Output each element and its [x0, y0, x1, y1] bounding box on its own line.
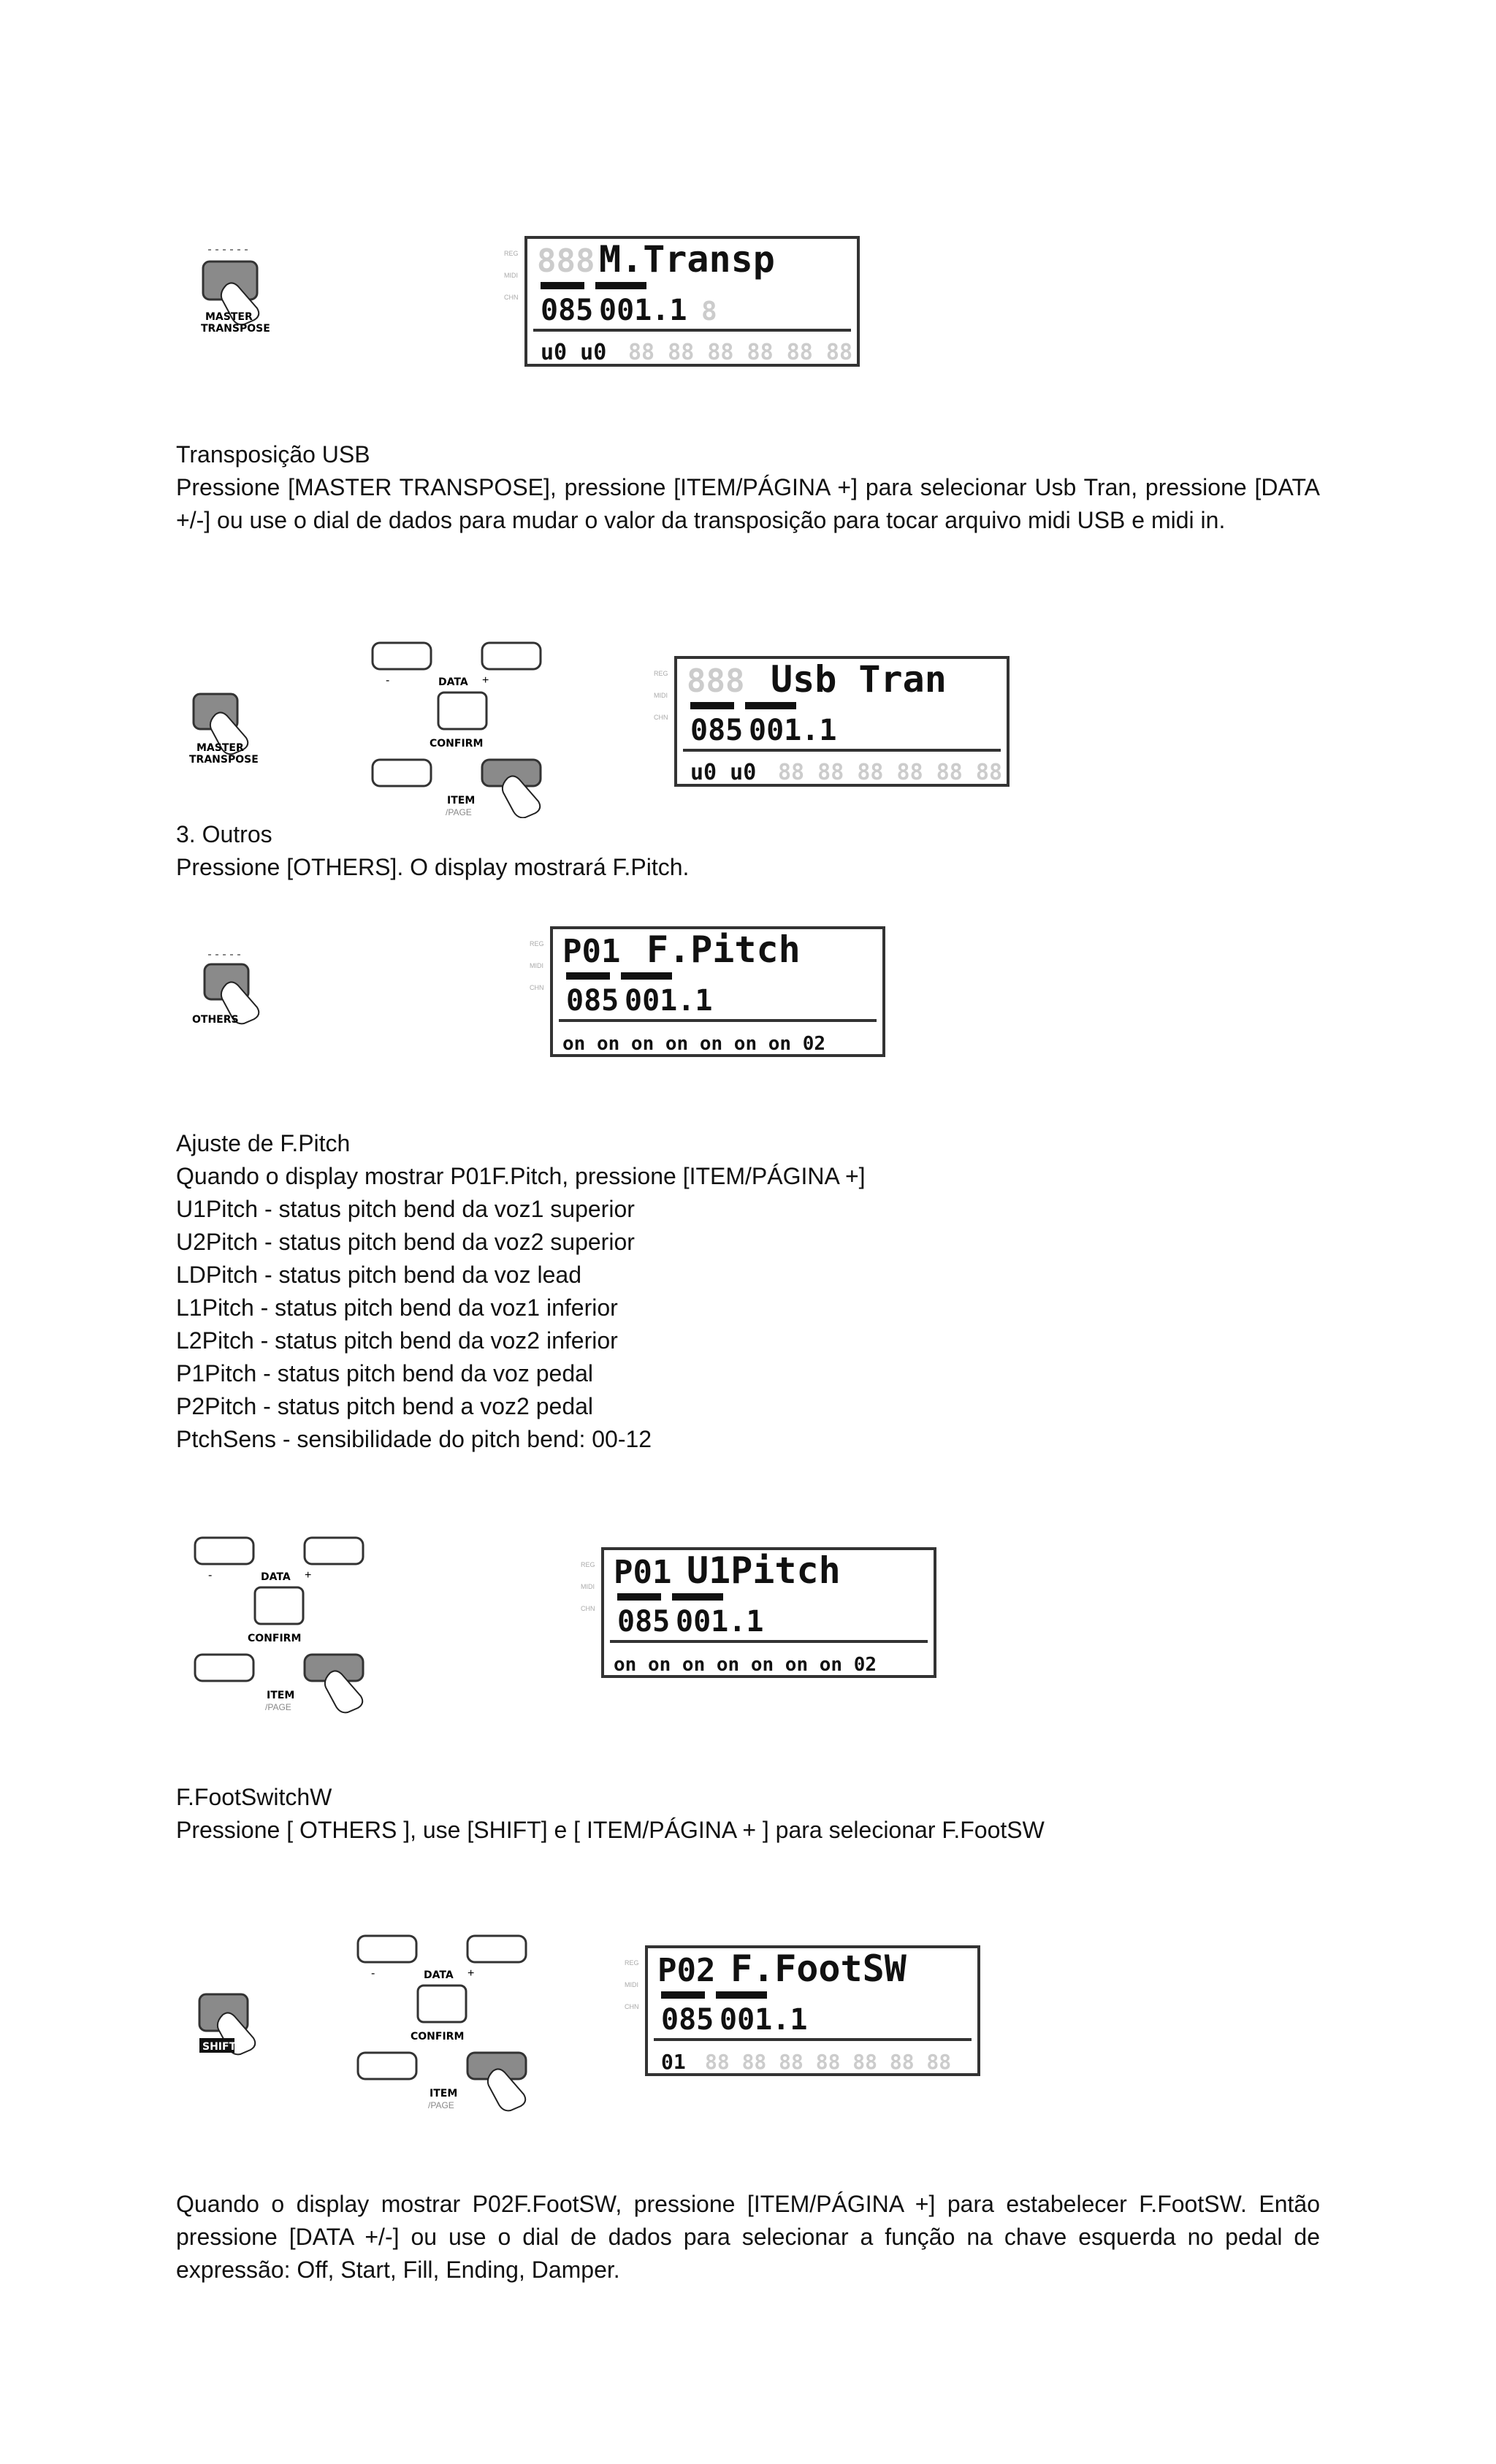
f-footsw-illustration [186, 1929, 1026, 2126]
figure-f-pitch [186, 924, 917, 1063]
svg-text:88 88 88 88 88 88: 88 88 88 88 88 88 [778, 760, 1003, 785]
svg-text:01: 01 [661, 2050, 686, 2074]
svg-text:CONFIRM: CONFIRM [430, 738, 484, 750]
svg-text:085: 085 [690, 714, 744, 747]
svg-text:085: 085 [566, 984, 619, 1018]
lcd-display [581, 1549, 935, 1677]
svg-text:085: 085 [661, 2003, 714, 2037]
svg-text:CHN: CHN [581, 1605, 595, 1612]
svg-text:ITEM: ITEM [430, 2088, 458, 2099]
svg-text:+: + [468, 1967, 475, 1980]
others-button-icon [192, 955, 259, 1026]
section-title: Ajuste de F.Pitch [176, 1130, 351, 1156]
figure-f-footsw [186, 1929, 1026, 2126]
svg-text:/PAGE: /PAGE [446, 807, 472, 817]
lcd-display [504, 237, 858, 365]
list-item: P2Pitch - status pitch bend a voz2 pedal [176, 1393, 594, 1419]
data-confirm-item-buttons [195, 1538, 363, 1712]
svg-text:P02: P02 [657, 1952, 716, 1989]
lcd-main-text: U1Pitch [687, 1549, 841, 1592]
svg-text:888: 888 [687, 663, 745, 700]
svg-text:001.1: 001.1 [749, 714, 837, 747]
lcd-display [530, 928, 884, 1056]
svg-text:001.1: 001.1 [720, 2003, 808, 2037]
figure-usb-tran [186, 636, 1026, 818]
svg-text:MIDI: MIDI [504, 272, 518, 279]
list-item: L1Pitch - status pitch bend da voz1 inferior [176, 1294, 618, 1321]
svg-text:-: - [371, 1967, 375, 1980]
svg-text:88 88 88 88 88 88: 88 88 88 88 88 88 [628, 340, 853, 365]
lcd-measure: 001.1 [599, 294, 687, 327]
svg-text:-: - [386, 674, 390, 687]
section-intro: Quando o display mostrar P01F.Pitch, pressione [ITEM/PÁGINA +] [176, 1163, 866, 1189]
svg-text:on on on on on on on 02: on on on on on on on 02 [562, 1033, 826, 1055]
svg-text:88 88 88 88 88 88 88: 88 88 88 88 88 88 88 [705, 2050, 952, 2074]
lcd-prefix: 888 [537, 243, 595, 280]
master-transpose-button-icon [189, 694, 259, 766]
svg-text:MIDI: MIDI [654, 692, 668, 699]
svg-text:DATA: DATA [438, 676, 468, 688]
master-transpose-illustration [186, 234, 880, 373]
section-f-footswitch [176, 1781, 1320, 1847]
list-item: U1Pitch - status pitch bend da voz1 superior [176, 1196, 635, 1222]
svg-text:001.1: 001.1 [625, 984, 713, 1018]
lcd-main-text: M.Transp [599, 238, 775, 281]
list-item: U2Pitch - status pitch bend da voz2 superior [176, 1229, 635, 1255]
section-outros [176, 818, 1320, 884]
svg-text:/PAGE: /PAGE [265, 1702, 291, 1712]
f-pitch-illustration [186, 924, 917, 1063]
section-body: Pressione [ OTHERS ], use [SHIFT] e [ ITEM/PÁGINA + ] para selecionar F.FootSW [176, 1817, 1045, 1843]
list-item: LDPitch - status pitch bend da voz lead [176, 1262, 581, 1288]
svg-text:u0 u0: u0 u0 [690, 760, 757, 785]
lcd-main-text: F.Pitch [646, 928, 801, 971]
list-item: L2Pitch - status pitch bend da voz2 inferior [176, 1327, 618, 1354]
section-footsw-note [176, 2188, 1320, 2286]
section-f-pitch [176, 1127, 1320, 1456]
svg-text:CHN: CHN [504, 294, 519, 301]
list-item: P1Pitch - status pitch bend da voz pedal [176, 1360, 594, 1387]
section-body: Quando o display mostrar P02F.FootSW, pressione [ITEM/PÁGINA +] para estabelecer F.FootSW. Então pressione [DATA +/-] ou use o dial de dados para selecionar a função na chave esquerda no pedal de expressão: Off, Start, Fill, Ending, Damper. [176, 2191, 1320, 2283]
svg-text:CHN: CHN [530, 984, 544, 991]
figure-master-transpose [186, 234, 880, 373]
svg-text:CONFIRM: CONFIRM [411, 2031, 465, 2042]
lcd-main-text: Usb Tran [771, 658, 947, 701]
data-confirm-item-buttons [358, 1936, 526, 2110]
svg-text:REG: REG [654, 670, 668, 677]
svg-text:REG: REG [504, 250, 519, 257]
button-label-line1: MASTER [205, 311, 253, 323]
svg-text:OTHERS: OTHERS [192, 1014, 239, 1026]
lcd-main-text: F.FootSW [730, 1948, 907, 1990]
section-body: Pressione [MASTER TRANSPOSE], pressione [ITEM/PÁGINA +] para selecionar Usb Tran, pressione [DATA +/-] ou use o dial de dados para mudar o valor da transposição para tocar arquivo midi USB e midi in. [176, 474, 1320, 533]
svg-text:+: + [305, 1569, 312, 1582]
usb-tran-illustration [186, 636, 1026, 818]
svg-text:MIDI: MIDI [625, 1981, 638, 1988]
svg-text:MIDI: MIDI [581, 1583, 595, 1590]
svg-text:DATA: DATA [261, 1571, 291, 1583]
svg-text:8: 8 [701, 297, 717, 327]
svg-text:+: + [482, 674, 489, 687]
svg-text:P01: P01 [614, 1554, 672, 1591]
svg-text:CHN: CHN [625, 2003, 639, 2010]
svg-text:DATA: DATA [424, 1969, 454, 1981]
figure-u1-pitch [186, 1530, 990, 1720]
section-usb-transpose [176, 438, 1320, 537]
svg-text:085: 085 [617, 1605, 671, 1639]
lcd-bottom-row: u0 u0 [541, 340, 607, 365]
svg-text:TRANSPOSE: TRANSPOSE [189, 754, 259, 766]
svg-text:-: - [208, 1569, 213, 1582]
svg-text:ITEM: ITEM [447, 795, 476, 806]
svg-text:REG: REG [625, 1959, 639, 1967]
u1-pitch-illustration [186, 1530, 990, 1720]
svg-text:001.1: 001.1 [676, 1605, 764, 1639]
lcd-display [654, 657, 1008, 785]
svg-text:REG: REG [581, 1561, 595, 1568]
list-item: PtchSens - sensibilidade do pitch bend: 00-12 [176, 1426, 652, 1452]
button-label-line2: TRANSPOSE [201, 323, 270, 335]
svg-text:SHIFT: SHIFT [202, 2041, 237, 2053]
shift-button-icon [199, 1994, 255, 2054]
svg-text:CONFIRM: CONFIRM [248, 1633, 302, 1644]
lcd-tempo: 085 [541, 294, 594, 327]
svg-text:ITEM: ITEM [267, 1690, 295, 1701]
svg-text:MIDI: MIDI [530, 962, 543, 969]
svg-text:/PAGE: /PAGE [428, 2100, 454, 2110]
lcd-display [625, 1947, 979, 2075]
svg-text:REG: REG [530, 940, 544, 947]
svg-text:P01: P01 [562, 933, 621, 970]
section-title: Transposição USB [176, 441, 370, 468]
svg-text:on on on on on on on 02: on on on on on on on 02 [614, 1654, 877, 1676]
svg-text:CHN: CHN [654, 714, 668, 721]
section-title: 3. Outros [176, 821, 272, 847]
svg-text:MASTER: MASTER [196, 742, 244, 754]
data-confirm-item-buttons [373, 643, 541, 817]
section-body: Pressione [OTHERS]. O display mostrará F.Pitch. [176, 854, 690, 880]
section-title: F.FootSwitchW [176, 1784, 332, 1810]
master-transpose-button-icon [201, 250, 270, 335]
